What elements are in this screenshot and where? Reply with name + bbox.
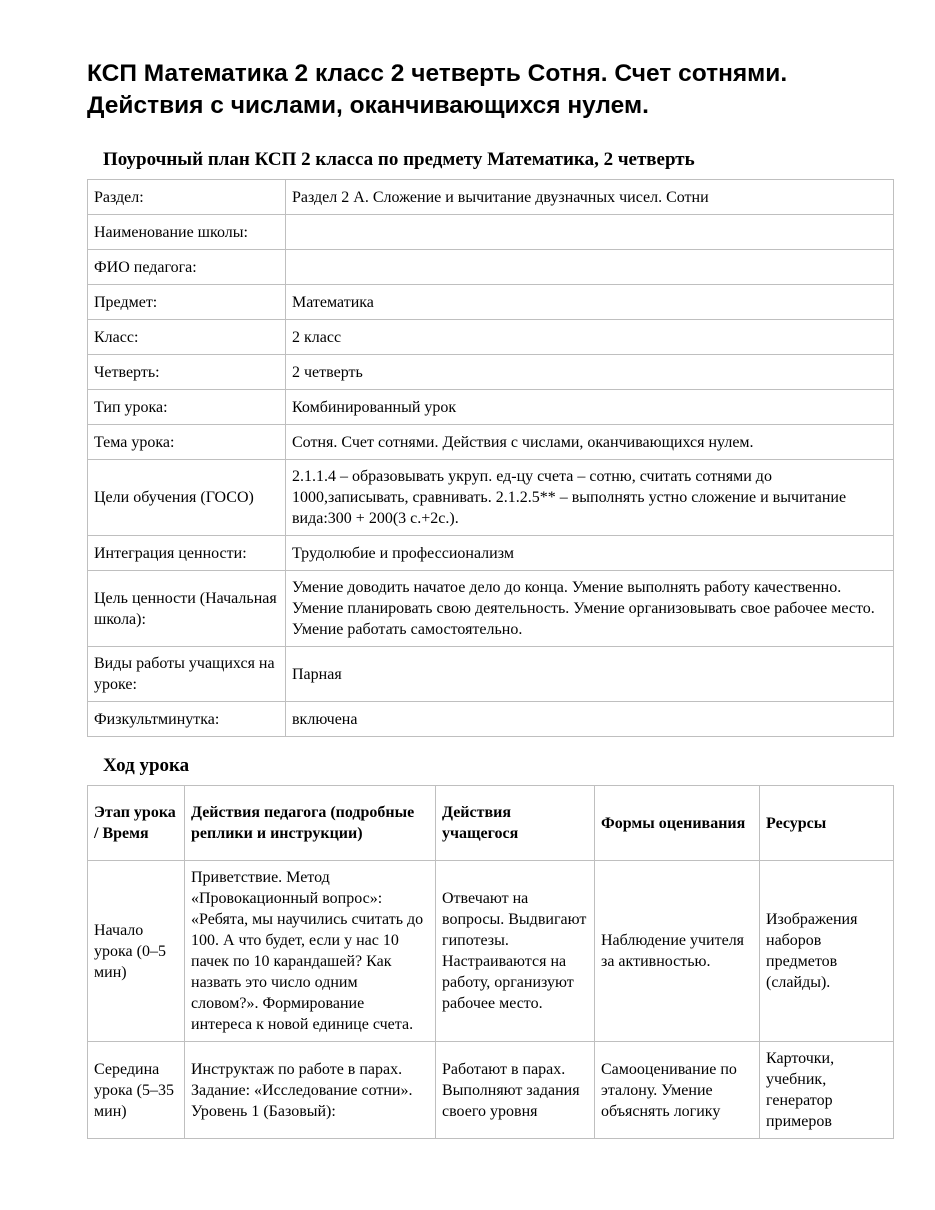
plan-row-learning-goals [88,460,894,536]
plan-row-label: Четверть: [88,355,286,390]
course-heading: Ход урока [103,755,190,776]
plan-row-exercise-break [88,702,894,737]
course-row-start [88,861,894,1042]
column-header-student-actions: Действия учащегося [436,786,595,861]
course-row-middle [88,1042,894,1139]
plan-row-work-types [88,647,894,702]
stage-cell: Середина урока (5–35 мин) [88,1042,185,1139]
plan-row-label: Тема урока: [88,425,286,460]
plan-row-lesson-type [88,390,894,425]
column-header-teacher-actions: Действия педагога (подробные реплики и инструкции) [185,786,436,861]
plan-row-value: 2.1.1.4 – образовывать укруп. ед-цу счета – сотню, считать сотнями до 1000,записывать, сравнивать. 2.1.2.5** – выполнять устно сложение и вычитание вида:300 + 200(3 с.+2с.). [286,460,894,536]
plan-row-lesson-topic [88,425,894,460]
resources-cell: Изображения наборов предметов (слайды). [760,861,894,1042]
plan-row-value: Сотня. Счет сотнями. Действия с числами, оканчивающихся нулем. [286,425,894,460]
plan-row-label: Раздел: [88,180,286,215]
plan-row-label: ФИО педагога: [88,250,286,285]
column-header-stage: Этап урока / Время [88,786,185,861]
plan-row-label: Интеграция ценности: [88,536,286,571]
plan-row-value: 2 класс [286,320,894,355]
plan-row-value: Умение доводить начатое дело до конца. Умение выполнять работу качественно. Умение планировать свою деятельность. Умение организовывать свое рабочее место. Умение работать самостоятельно. [286,571,894,647]
lesson-course-table [87,785,894,1139]
plan-row-label: Класс: [88,320,286,355]
plan-heading: Поурочный план КСП 2 класса по предмету Математика, 2 четверть [103,149,695,170]
plan-row-school [88,215,894,250]
plan-row-value-integration [88,536,894,571]
lesson-plan-table [87,179,894,737]
plan-row-value: включена [286,702,894,737]
column-header-assessment: Формы оценивания [595,786,760,861]
plan-row-value: Парная [286,647,894,702]
plan-row-label: Тип урока: [88,390,286,425]
plan-row-label: Наименование школы: [88,215,286,250]
plan-row-value: Математика [286,285,894,320]
plan-row-value: Комбинированный урок [286,390,894,425]
document-title: КСП Математика 2 класс 2 четверть Сотня. Счет сотнями. Действия с числами, оканчивающихся нулем. [87,60,788,119]
plan-row-label: Цели обучения (ГОСО) [88,460,286,536]
plan-row-value: Трудолюбие и профессионализм [286,536,894,571]
student-actions-cell: Работают в парах. Выполняют задания своего уровня [436,1042,595,1139]
teacher-actions-cell: Приветствие. Метод «Провокационный вопрос»: «Ребята, мы научились считать до 100. А что будет, если у нас 10 пачек по 10 карандашей? Как назвать это число одним словом?». Формирование интереса к новой единице счета. [185,861,436,1042]
plan-row-quarter [88,355,894,390]
resources-cell: Карточки, учебник, генератор примеров [760,1042,894,1139]
plan-row-label: Виды работы учащихся на уроке: [88,647,286,702]
plan-row-section [88,180,894,215]
teacher-actions-cell: Инструктаж по работе в парах. Задание: «Исследование сотни». Уровень 1 (Базовый): [185,1042,436,1139]
stage-cell: Начало урока (0–5 мин) [88,861,185,1042]
plan-row-value: 2 четверть [286,355,894,390]
plan-row-teacher [88,250,894,285]
plan-row-value-goal [88,571,894,647]
assessment-cell: Самооценивание по эталону. Умение объяснять логику [595,1042,760,1139]
plan-row-value [286,215,894,250]
column-header-resources: Ресурсы [760,786,894,861]
assessment-cell: Наблюдение учителя за активностью. [595,861,760,1042]
student-actions-cell: Отвечают на вопросы. Выдвигают гипотезы. Настраиваются на работу, организуют рабочее место. [436,861,595,1042]
course-header-row [88,786,894,861]
plan-row-grade [88,320,894,355]
plan-row-label: Цель ценности (Начальная школа): [88,571,286,647]
plan-row-label: Физкультминутка: [88,702,286,737]
plan-row-value [286,250,894,285]
plan-row-label: Предмет: [88,285,286,320]
plan-row-subject [88,285,894,320]
plan-row-value: Раздел 2 А. Сложение и вычитание двузначных чисел. Сотни [286,180,894,215]
